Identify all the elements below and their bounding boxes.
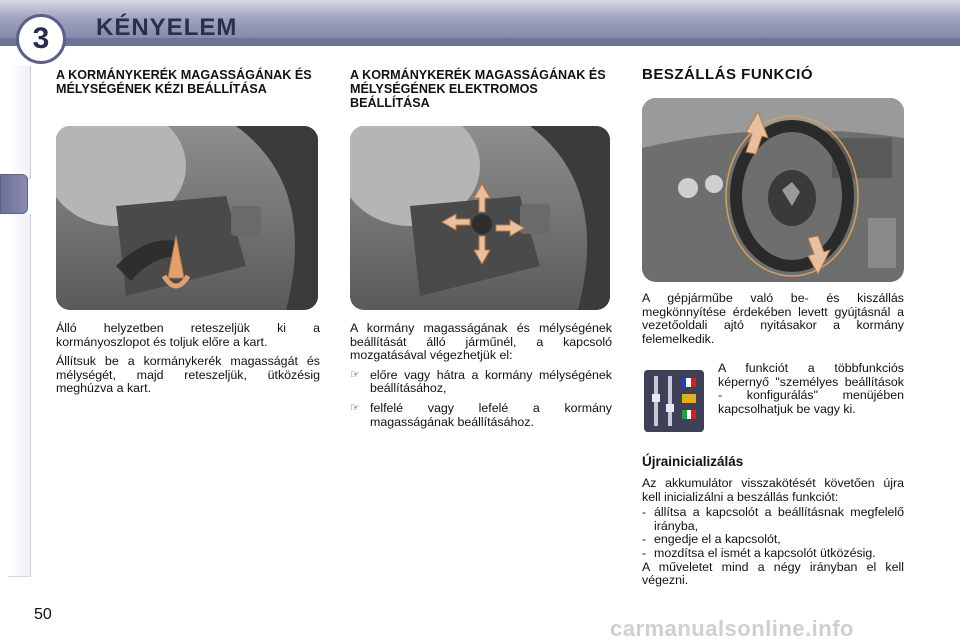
electric-bullet-depth: ☞ előre vagy hátra a kormány mélységének beállításához, xyxy=(350,367,612,396)
watermark-text: carmanualsonline.info xyxy=(610,616,854,641)
side-tab[interactable] xyxy=(8,214,31,271)
pointing-hand-icon: ☞ xyxy=(350,368,360,381)
electric-adjust-para: A kormány magasságának és mélységének beállítását álló járműnél, a kapcsoló mozgatásával végezhetjük el: xyxy=(350,321,612,363)
chapter-number-badge: 3 xyxy=(16,14,66,64)
entry-function-para-2: A funkciót a többfunkciós képernyő "személyes beállítások - konfigurálás" menüjében kapcsolhatjuk be vagy ki. xyxy=(718,361,904,416)
reinit-step-3: - mozdítsa el ismét a kapcsolót ütközésig. xyxy=(642,545,876,560)
electric-adjust-title: A KORMÁNYKERÉK MAGASSÁGÁNAK ÉS MÉLYSÉGÉNEK ELEKTROMOS BEÁLLÍTÁSA xyxy=(350,68,606,110)
side-tab[interactable] xyxy=(8,326,31,383)
steering-wheel-photo xyxy=(642,98,904,282)
entry-function-column xyxy=(642,68,904,82)
reinit-step-1: - állítsa a kapcsolót a beállításnak megfelelő irányba, xyxy=(642,505,904,533)
reinit-step-2: - engedje el a kapcsolót, xyxy=(642,532,781,547)
pointing-hand-icon: ☞ xyxy=(350,401,360,414)
electric-adjust-column xyxy=(350,68,612,110)
electric-switch-photo xyxy=(350,126,610,310)
side-tab[interactable] xyxy=(8,270,31,327)
reinit-para: Az akkumulátor visszakötését követően újra kell inicializálni a beszállás funkciót: xyxy=(642,476,904,504)
manual-adjust-title: A KORMÁNYKERÉK MAGASSÁGÁNAK ÉS MÉLYSÉGÉNEK KÉZI BEÁLLÍTÁSA xyxy=(56,68,312,96)
manual-adjust-para-2: Állítsuk be a kormánykerék magasságát és mélységét, majd reteszeljük, ütközésig meghúzva a kart. xyxy=(56,354,320,396)
reinit-subhead: Újrainicializálás xyxy=(642,454,744,469)
entry-function-para-1: A gépjárműbe való be- és kiszállás megkönnyítése érdekében levett gyújtásnál a vezetőoldali ajtó nyitásakor a kormány felemelkedik. xyxy=(642,291,904,346)
electric-bullet-height: ☞ felfelé vagy lefelé a kormány magasságának beállításához. xyxy=(350,400,612,429)
side-tab[interactable] xyxy=(8,122,31,179)
chapter-side-tabs xyxy=(8,66,32,576)
entry-function-title: BESZÁLLÁS FUNKCIÓ xyxy=(642,66,813,83)
side-tab[interactable] xyxy=(8,438,31,495)
side-tab-active[interactable] xyxy=(0,174,28,214)
side-tab[interactable] xyxy=(8,494,31,577)
reinit-final-para: A műveletet mind a négy irányban el kell végezni. xyxy=(642,559,904,588)
side-tab[interactable] xyxy=(8,66,31,123)
multifunction-screen-icon xyxy=(644,370,704,432)
side-tab[interactable] xyxy=(8,382,31,439)
manual-adjust-para-1: Álló helyzetben reteszeljük ki a kormányoszlopot és toljuk előre a kart. xyxy=(56,321,320,349)
manual-adjust-column xyxy=(56,68,320,96)
chapter-title: KÉNYELEM xyxy=(96,14,238,41)
manual-lever-photo xyxy=(56,126,318,310)
page-number: 50 xyxy=(34,606,52,623)
